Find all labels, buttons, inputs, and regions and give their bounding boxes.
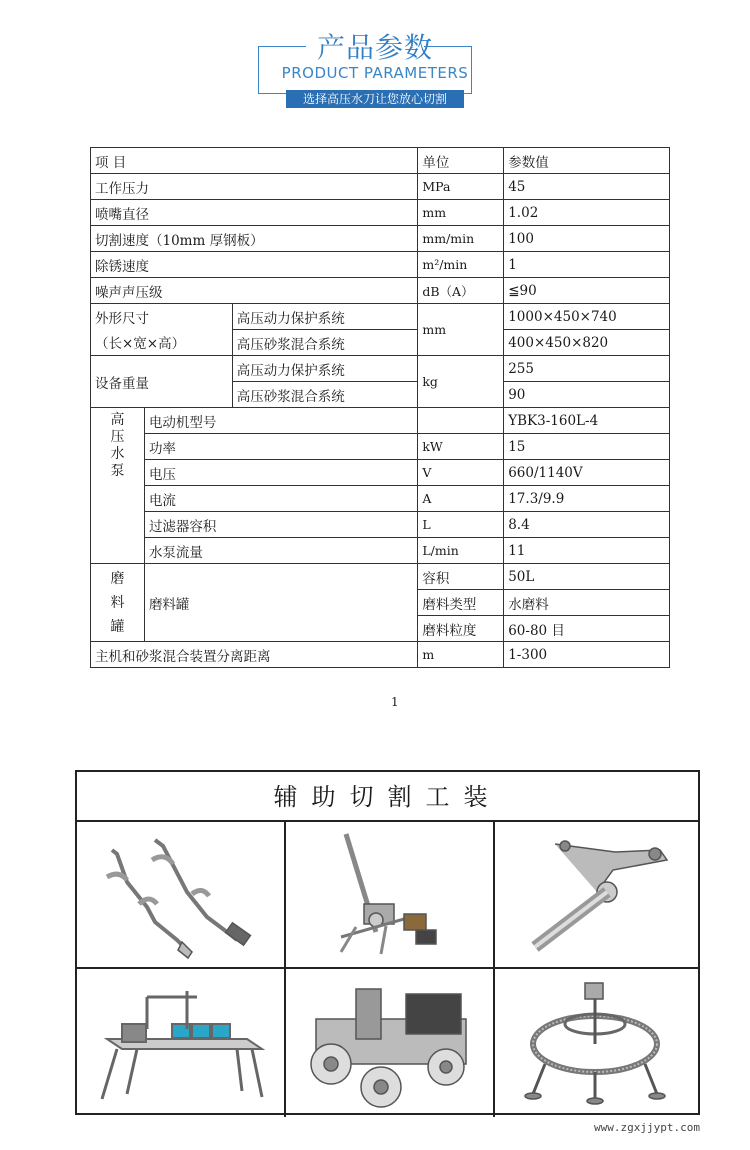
abrasive-item-value: 水磨料 <box>504 590 670 616</box>
dims-sub-label: 高压动力保护系统 <box>232 304 418 330</box>
weight-label: 设备重量 <box>91 356 233 408</box>
dims-value: 1000×450×740 <box>504 304 670 330</box>
pump-item-value: 8.4 <box>504 512 670 538</box>
row-value: 1.02 <box>504 200 670 226</box>
dims-label-2: （长×宽×高） <box>91 330 233 356</box>
page-number: 1 <box>391 695 399 709</box>
fixture-image-pipe-cutter <box>286 822 493 968</box>
row-label: 主机和砂浆混合装置分离距离 <box>91 642 418 668</box>
head-value: 参数值 <box>504 148 670 174</box>
table-row <box>91 200 670 226</box>
pump-item-value: YBK3-160L-4 <box>504 408 670 434</box>
weight-sub-label: 高压砂浆混合系统 <box>232 382 418 408</box>
row-unit: MPa <box>418 174 504 200</box>
pump-item-value: 17.3/9.9 <box>504 486 670 512</box>
fixture-image-crawler <box>286 969 493 1115</box>
weight-value: 90 <box>504 382 670 408</box>
pump-item-unit <box>418 408 504 434</box>
table-row <box>91 434 670 460</box>
row-label: 喷嘴直径 <box>91 200 418 226</box>
abrasive-item-value: 60-80 目 <box>504 616 670 642</box>
table-row <box>91 564 670 590</box>
dims-value: 400×450×820 <box>504 330 670 356</box>
pump-item-unit: L/min <box>418 538 504 564</box>
abrasive-char: 磨 <box>110 570 125 587</box>
row-unit: mm <box>418 200 504 226</box>
row-label: 噪声声压级 <box>91 278 418 304</box>
row-value: 100 <box>504 226 670 252</box>
pump-char: 泵 <box>110 463 125 479</box>
pump-item-label: 过滤器容积 <box>144 512 417 538</box>
abrasive-item-label: 容积 <box>418 564 504 590</box>
weight-unit: kg <box>418 356 504 408</box>
pump-item-label: 电压 <box>144 460 417 486</box>
row-value: 45 <box>504 174 670 200</box>
abrasive-item-label: 磨料类型 <box>418 590 504 616</box>
abrasive-sub-label: 磨料罐 <box>144 564 417 642</box>
fixture-image-ring-track <box>495 969 702 1115</box>
row-label: 切割速度（10mm 厚钢板） <box>91 226 418 252</box>
abrasive-char: 料 <box>110 594 125 611</box>
table-row <box>91 512 670 538</box>
table-row <box>91 460 670 486</box>
dims-label: 外形尺寸 <box>91 304 233 330</box>
row-unit: dB（A） <box>418 278 504 304</box>
row-value: ≦90 <box>504 278 670 304</box>
pump-item-unit: A <box>418 486 504 512</box>
table-header-row <box>91 148 670 174</box>
row-value: 1 <box>504 252 670 278</box>
pump-item-value: 11 <box>504 538 670 564</box>
abrasive-item-value: 50L <box>504 564 670 590</box>
table-row <box>91 330 670 356</box>
watermark: www.zgxjjypt.com <box>594 1121 700 1134</box>
weight-value: 255 <box>504 356 670 382</box>
dims-sub-label: 高压砂浆混合系统 <box>232 330 418 356</box>
pump-item-unit: V <box>418 460 504 486</box>
row-label: 工作压力 <box>91 174 418 200</box>
abrasive-char: 罐 <box>110 618 125 635</box>
pump-item-value: 660/1140V <box>504 460 670 486</box>
dims-unit: mm <box>418 304 504 356</box>
fixture-panel <box>75 770 700 1115</box>
table-row <box>91 538 670 564</box>
row-label: 除锈速度 <box>91 252 418 278</box>
table-row <box>91 408 670 434</box>
table-row <box>91 252 670 278</box>
table-row <box>91 486 670 512</box>
fixture-image-lance <box>77 822 284 968</box>
table-row <box>91 642 670 668</box>
fixture-image-nozzle-clamp <box>495 822 702 968</box>
title-en: PRODUCT PARAMETERS <box>281 64 469 82</box>
abrasive-item-label: 磨料粒度 <box>418 616 504 642</box>
pump-item-value: 15 <box>504 434 670 460</box>
table-row <box>91 304 670 330</box>
row-unit: mm/min <box>418 226 504 252</box>
pump-item-label: 功率 <box>144 434 417 460</box>
slogan-band: 选择高压水刀让您放心切割 <box>286 90 464 108</box>
table-row <box>91 174 670 200</box>
title-cn: 产品参数 <box>316 31 433 64</box>
table-row <box>91 278 670 304</box>
pump-char: 高 <box>110 412 125 428</box>
row-unit: m²/min <box>418 252 504 278</box>
pump-item-label: 电动机型号 <box>144 408 417 434</box>
pump-item-unit: L <box>418 512 504 538</box>
parameter-table <box>90 147 670 668</box>
row-unit: m <box>418 642 504 668</box>
weight-sub-label: 高压动力保护系统 <box>232 356 418 382</box>
table-row <box>91 226 670 252</box>
head-item: 项 目 <box>91 148 418 174</box>
pump-char: 水 <box>110 446 125 462</box>
pump-item-label: 电流 <box>144 486 417 512</box>
header <box>0 0 750 110</box>
pump-item-label: 水泵流量 <box>144 538 417 564</box>
abrasive-group-label <box>91 564 145 642</box>
pump-char: 压 <box>110 429 125 445</box>
pump-group-label <box>91 408 145 564</box>
fixture-image-gantry <box>77 969 284 1115</box>
head-unit: 单位 <box>418 148 504 174</box>
pump-item-unit: kW <box>418 434 504 460</box>
fixture-title: 辅助切割工装 <box>77 772 698 822</box>
row-value: 1-300 <box>504 642 670 668</box>
table-row <box>91 356 670 382</box>
